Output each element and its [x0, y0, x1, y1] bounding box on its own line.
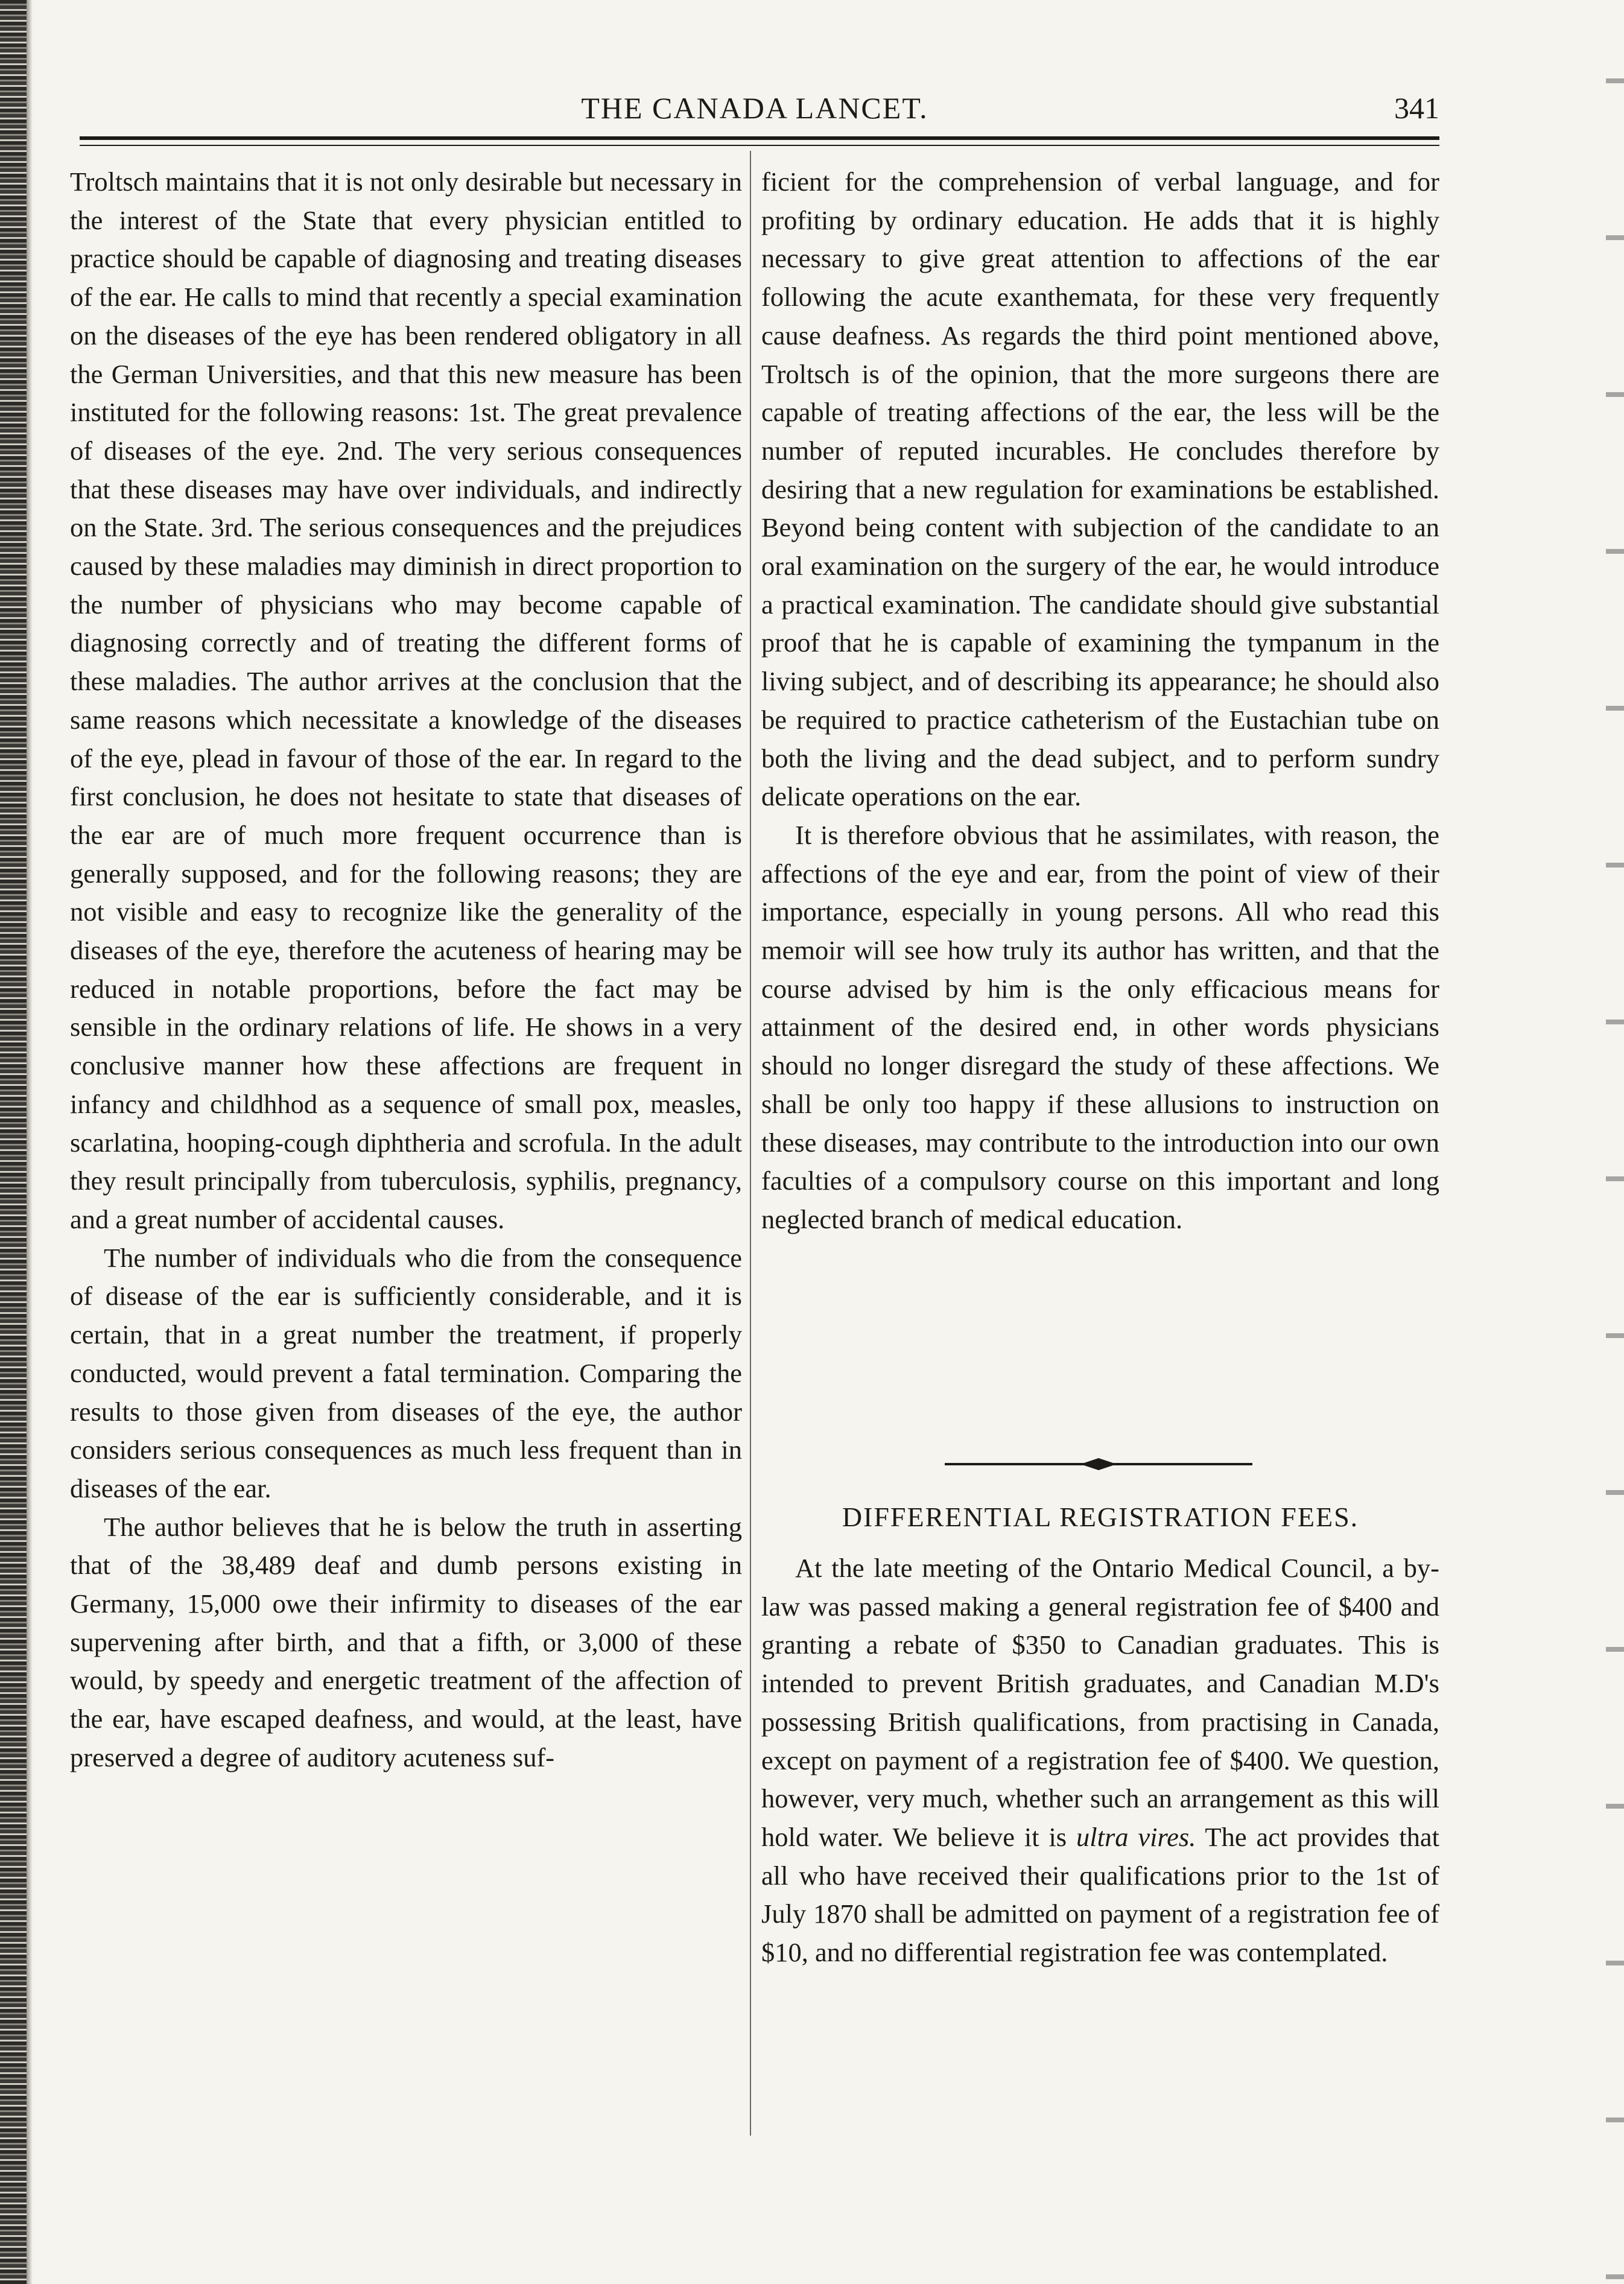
section-heading: DIFFERENTIAL REGISTRATION FEES. [842, 1502, 1359, 1532]
left-column [70, 163, 742, 1777]
section-text-2: The act provides that all who have received their qualifications prior to the 1st of July 1870 shall be admitted on payment of a registration fee of $10, and no differential registration fee was contemplated. [761, 1821, 1439, 1968]
page-number: 341 [1394, 91, 1439, 125]
column-divider [750, 151, 751, 2136]
page-header [70, 90, 1439, 133]
header-rule-thick [80, 136, 1439, 140]
section-paragraph-1 [761, 1549, 1439, 1972]
section-body [761, 1549, 1439, 1972]
right-paragraph-1: ficient for the comprehension of verbal language, and for profiting by ordinary education. He adds that it is highly necessary to give great attention to affections of the ear following the acute exanthemata, for these very frequently cause deafness. As regards the third point mentioned above, Troltsch is of the opinion, that the more surgeons there are capable of treating affections of the ear, the less will be the number of reputed incurables. He concludes therefore by desiring that a new regulation for examinations be established. Beyond being content with subjection of the candidate to an oral examination on the surgery of the ear, he would introduce a practical examination. The candidate should give substantial proof that he is capable of examining the tympanum in the living subject, and of describing its appearance; he should also be required to practice catheterism of the Eustachian tube on both the living and the dead subject, and to perform sundry delicate operations on the ear. [761, 167, 1439, 812]
left-paragraph-2: The number of individuals who die from the consequence of disease of the ear is sufficiently considerable, and it is certain, that in a great number the treatment, if properly conducted, would prevent a fatal termination. Comparing the results to those given from diseases of the eye, the author considers serious consequences as much less frequent than in diseases of the ear. [70, 1242, 742, 1503]
running-head: THE CANADA LANCET. [581, 91, 928, 125]
right-column [761, 163, 1439, 1239]
section-ornament [945, 1457, 1252, 1471]
page-edge-marks [1606, 0, 1624, 2284]
section-text-1: At the late meeting of the Ontario Medical Council, a by-law was passed making a general registration fee of $400 and granting a rebate of $350 to Canadian graduates. This is intended to prevent British graduates, and Canadian M.D's possessing British qualifications, from practising in Canada, except on payment of a registration fee of $400. We question, however, very much, whether such an arrangement as this will hold water. We believe it is [761, 1553, 1439, 1852]
left-paragraph-1: Troltsch maintains that it is not only desirable but necessary in the interest of the State that every physician entitled to practice should be capable of diagnosing and treating diseases of the ear. He calls to mind that recently a special examination on the diseases of the eye has been rendered obligatory in all the German Universities, and that this new measure has been instituted for the following reasons: 1st. The great prevalence of diseases of the eye. 2nd. The very serious consequences that these diseases may have over individuals, and indirectly on the State. 3rd. The serious consequences and the prejudices caused by these maladies may diminish in direct proportion to the number of physicians who may become capable of diagnosing correctly and of treating the different forms of these maladies. The author arrives at the conclusion that the same reasons which necessitate a knowledge of the diseases of the eye, plead in favour of those of the ear. In regard to the first conclusion, he does not hesitate to state that diseases of the ear are of much more frequent occurrence than is generally supposed, and for the following reasons; they are not visible and easy to recognize like the generality of the diseases of the eye, therefore the acuteness of hearing may be reduced in notable proportions, before the fact may be sensible in the ordinary relations of life. He shows in a very conclusive manner how these affections are frequent in infancy and childhhod as a sequence of small pox, measles, scarlatina, hooping-cough diphtheria and scrofula. In the adult they result principally from tuberculosis, syphilis, pregnancy, and a great number of accidental causes. [70, 167, 742, 1234]
binding-shadow [27, 0, 33, 2284]
book-binding-edge [0, 0, 27, 2284]
ornament-diamond [1080, 1458, 1117, 1470]
header-rule-thin [80, 145, 1439, 146]
left-paragraph-3: The author believes that he is below the truth in asserting that of the 38,489 deaf and dumb persons existing in Germany, 15,000 owe their infirmity to diseases of the ear supervening after birth, and that a fifth, or 3,000 of these would, by speedy and energetic treatment of the affection of the ear, have escaped deafness, and would, at the least, have preserved a degree of auditory acuteness suf- [70, 1511, 742, 1772]
section-italic-text: ultra vires. [1076, 1821, 1196, 1852]
right-paragraph-2: It is therefore obvious that he assimilates, with reason, the affections of the eye and ear, from the point of view of their importance, especially in young persons. All who read this memoir will see how truly its author has written, and that the course advised by him is the only efficacious means for attainment of the desired end, in other words physicians should no longer disregard the study of these affections. We shall be only too happy if these allusions to instruction on these diseases, may contribute to the introduction into our own faculties of a compulsory course on this important and long neglected branch of medical education. [761, 819, 1439, 1234]
